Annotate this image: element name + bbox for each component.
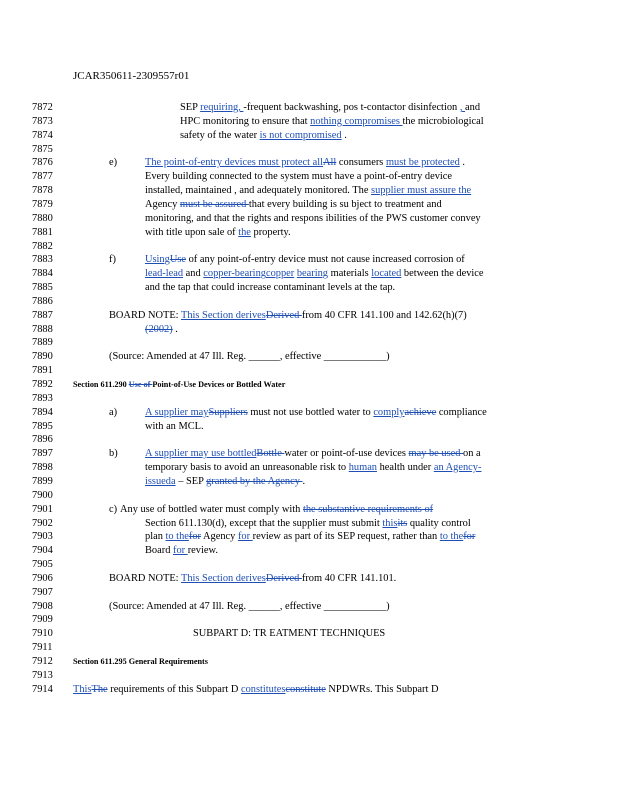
document-line bbox=[0, 143, 618, 157]
line-number: 7884 bbox=[32, 268, 53, 280]
inserted-text: supplier must assure the bbox=[371, 185, 472, 197]
item-label: e) bbox=[109, 157, 118, 169]
line-number: 7894 bbox=[32, 406, 53, 418]
line-number: 7890 bbox=[32, 351, 53, 363]
item-label: c) bbox=[109, 503, 118, 515]
inserted-text: the bbox=[238, 226, 251, 238]
text-run: review as part of its SEP request, rather than bbox=[252, 531, 440, 543]
text-run: SEP bbox=[180, 102, 201, 113]
line-number: 7902 bbox=[32, 517, 53, 529]
text-run: with an MCL. bbox=[145, 420, 204, 432]
deleted-text: the substantive requirements of bbox=[302, 503, 434, 515]
document-line bbox=[0, 572, 618, 586]
text-run: HPC monitoring to ensure that bbox=[180, 115, 311, 127]
text-run: that every building is su bject to treatment and bbox=[248, 198, 442, 210]
line-text bbox=[180, 115, 484, 129]
document-line bbox=[0, 198, 618, 212]
line-number: 7872 bbox=[32, 102, 53, 113]
section-heading bbox=[73, 655, 208, 669]
document-line bbox=[0, 447, 618, 461]
text-run: and the tap that could increase contaminant levels at the tap. bbox=[145, 282, 396, 294]
item-label: b) bbox=[109, 448, 118, 460]
line-number: 7905 bbox=[32, 559, 53, 571]
inserted-text: bearing bbox=[296, 268, 329, 280]
text-run: -frequent backwashing, pos t-contactor disinfection bbox=[243, 102, 460, 113]
line-text bbox=[145, 198, 442, 212]
text-run: with title upon sale of bbox=[145, 226, 239, 238]
inserted-text: This Section derives bbox=[180, 309, 266, 321]
text-run: consumers bbox=[336, 157, 386, 169]
line-number: 7888 bbox=[32, 323, 53, 335]
deleted-text: may be used bbox=[408, 448, 464, 460]
line-text bbox=[145, 420, 204, 434]
inserted-text: this bbox=[382, 517, 398, 529]
line-number: 7885 bbox=[32, 282, 53, 294]
line-number: 7914 bbox=[32, 683, 53, 695]
document-line bbox=[0, 600, 618, 614]
text-run: Point-of-Use Devices or Bottled Water bbox=[152, 380, 286, 389]
text-run: from 40 CFR 141.100 and 142.62(h)(7) bbox=[301, 309, 467, 321]
document-line bbox=[0, 475, 618, 489]
text-run: property. bbox=[250, 226, 291, 238]
deleted-text: its bbox=[397, 517, 408, 529]
document-line bbox=[0, 669, 618, 683]
inserted-text: , bbox=[459, 102, 466, 113]
document-line bbox=[0, 170, 618, 184]
deleted-text: All bbox=[323, 157, 337, 169]
document-line bbox=[0, 378, 618, 392]
text-run: . bbox=[341, 129, 347, 141]
document-line bbox=[0, 558, 618, 572]
line-text bbox=[145, 406, 487, 420]
inserted-text: A supplier may bbox=[145, 406, 209, 418]
line-number: 7903 bbox=[32, 531, 53, 543]
text-run: between the device bbox=[401, 268, 484, 280]
line-number: 7912 bbox=[32, 656, 53, 667]
line-number: 7910 bbox=[32, 628, 53, 640]
text-run: Board bbox=[145, 545, 173, 557]
line-text bbox=[145, 184, 471, 198]
deleted-text: Use bbox=[169, 254, 186, 266]
inserted-text: A supplier may use bottled bbox=[145, 448, 257, 460]
line-number: 7876 bbox=[32, 157, 53, 169]
line-number: 7900 bbox=[32, 489, 53, 501]
document-line bbox=[0, 156, 618, 170]
inserted-text: lead-lead bbox=[145, 268, 184, 280]
line-number: 7873 bbox=[32, 115, 53, 127]
document-line bbox=[0, 184, 618, 198]
deleted-text: Suppliers bbox=[208, 406, 248, 418]
text-run: Agency bbox=[145, 198, 180, 210]
line-number: 7875 bbox=[32, 143, 53, 155]
document-line bbox=[0, 267, 618, 281]
document-line bbox=[0, 212, 618, 226]
text-run: must not use bottled water to bbox=[247, 406, 374, 418]
deleted-text: for bbox=[188, 531, 201, 543]
text-run: plan bbox=[145, 531, 166, 543]
deleted-text: constitute bbox=[285, 683, 326, 695]
line-number: 7911 bbox=[32, 642, 53, 654]
line-number: 7899 bbox=[32, 475, 53, 487]
section-heading bbox=[73, 378, 285, 392]
inserted-text: located bbox=[371, 268, 402, 280]
line-text bbox=[109, 572, 396, 586]
deleted-text: Bottle bbox=[256, 448, 285, 460]
line-text bbox=[145, 323, 178, 337]
deleted-text: must be assured bbox=[179, 198, 249, 210]
inserted-text: comply bbox=[373, 406, 405, 418]
line-number: 7877 bbox=[32, 171, 53, 183]
text-run: review. bbox=[187, 545, 218, 557]
text-run: and bbox=[183, 268, 204, 280]
line-number: 7913 bbox=[32, 669, 53, 681]
line-text bbox=[145, 530, 475, 544]
text-run: Section 611.130(d), except that the supplier must submit bbox=[145, 517, 383, 529]
text-run: of any point-of-entry device must not cause increased corrosion of bbox=[186, 254, 465, 266]
document-line bbox=[0, 489, 618, 503]
text-run: Section 611.290 bbox=[73, 380, 129, 389]
document-line bbox=[0, 613, 618, 627]
item-label: f) bbox=[109, 254, 116, 266]
text-run: on a bbox=[463, 448, 481, 460]
document-line bbox=[0, 115, 618, 129]
inserted-text: to the bbox=[165, 531, 189, 543]
document-line bbox=[0, 129, 618, 143]
document-line bbox=[0, 503, 618, 517]
text-run: SUBPART D: TR EATMENT TECHNIQUES bbox=[193, 628, 386, 640]
inserted-text: Using bbox=[145, 254, 170, 266]
line-text bbox=[145, 475, 305, 489]
line-text bbox=[145, 281, 395, 295]
line-number: 7882 bbox=[32, 240, 53, 252]
line-number: 7896 bbox=[32, 434, 53, 446]
deleted-text: for bbox=[463, 531, 476, 543]
text-run: . bbox=[459, 157, 466, 169]
document-line bbox=[0, 461, 618, 475]
text-run: safety of the water bbox=[180, 129, 260, 141]
document-line bbox=[0, 683, 618, 697]
line-number: 7887 bbox=[32, 309, 53, 321]
line-text bbox=[145, 226, 291, 240]
line-number: 7893 bbox=[32, 392, 53, 404]
document-line bbox=[0, 586, 618, 600]
line-number: 7883 bbox=[32, 254, 53, 266]
document-line bbox=[0, 420, 618, 434]
line-number: 7908 bbox=[32, 600, 53, 612]
text-run: from 40 CFR 141.101. bbox=[301, 572, 397, 584]
document-line bbox=[0, 517, 618, 531]
line-text bbox=[109, 309, 467, 323]
line-number: 7892 bbox=[32, 379, 53, 390]
line-number: 7891 bbox=[32, 365, 53, 377]
deleted-text: achieve bbox=[404, 406, 437, 418]
deleted-text: Derived bbox=[265, 309, 302, 321]
text-run: NPDWRs. This Subpart D bbox=[325, 683, 439, 695]
line-text bbox=[109, 350, 390, 364]
inserted-text: issueda bbox=[145, 475, 176, 487]
document-line bbox=[0, 655, 618, 669]
deleted-text: (2002) bbox=[145, 323, 173, 335]
text-run: – SEP bbox=[175, 475, 207, 487]
item-label: a) bbox=[109, 406, 118, 418]
line-number: 7878 bbox=[32, 185, 53, 197]
inserted-text: for bbox=[237, 531, 253, 543]
document-line bbox=[0, 530, 618, 544]
line-number: 7895 bbox=[32, 420, 53, 432]
text-run: installed, maintained , and adequately monitored. The bbox=[145, 185, 372, 197]
line-number: 7881 bbox=[32, 226, 53, 238]
document-header: JCAR350611-2309557r01 bbox=[73, 70, 190, 82]
text-run: requirements of this Subpart D bbox=[107, 683, 241, 695]
line-text bbox=[145, 447, 481, 461]
line-number: 7879 bbox=[32, 198, 53, 210]
text-run: (Source: Amended at 47 Ill. Reg. ______, effective ____________) bbox=[109, 351, 390, 363]
deleted-text: The bbox=[91, 683, 108, 695]
document-line bbox=[0, 323, 618, 337]
document-line bbox=[0, 433, 618, 447]
document-line bbox=[0, 295, 618, 309]
document-line bbox=[0, 226, 618, 240]
inserted-text: nothing compromises bbox=[310, 115, 403, 127]
text-run: Any use of bottled water must comply with bbox=[120, 503, 303, 515]
document-line bbox=[0, 281, 618, 295]
document-line bbox=[0, 350, 618, 364]
inserted-text: human bbox=[348, 462, 377, 474]
document-line bbox=[0, 406, 618, 420]
text-run: temporary basis to avoid an unreasonable risk to bbox=[145, 462, 349, 474]
text-run: . bbox=[302, 475, 306, 487]
text-run: BOARD NOTE: bbox=[109, 572, 181, 584]
line-number: 7897 bbox=[32, 448, 53, 460]
text-run: quality control bbox=[407, 517, 471, 529]
line-number: 7909 bbox=[32, 614, 53, 626]
text-run: materials bbox=[328, 268, 372, 280]
line-text bbox=[145, 170, 452, 184]
text-run: BOARD NOTE: bbox=[109, 309, 181, 321]
text-run: Agency bbox=[201, 531, 238, 543]
line-number: 7898 bbox=[32, 462, 53, 474]
deleted-text: Derived bbox=[265, 572, 302, 584]
line-text bbox=[109, 600, 390, 614]
line-text bbox=[193, 627, 385, 641]
line-text bbox=[145, 156, 465, 170]
line-number: 7880 bbox=[32, 212, 53, 224]
line-text bbox=[145, 517, 471, 531]
document-line bbox=[0, 240, 618, 254]
deleted-text: Use of bbox=[128, 380, 153, 389]
line-number: 7907 bbox=[32, 586, 53, 598]
line-number: 7906 bbox=[32, 572, 53, 584]
text-run: and bbox=[465, 102, 481, 113]
text-run: Every building connected to the system must have a point-of-entry device bbox=[145, 171, 453, 183]
line-text bbox=[73, 683, 439, 697]
inserted-text: This bbox=[73, 683, 92, 695]
inserted-text: copper-bearingcopper bbox=[203, 268, 295, 280]
document-line bbox=[0, 641, 618, 655]
text-run: . bbox=[172, 323, 178, 335]
text-run: water or point-of-use devices bbox=[284, 448, 409, 460]
document-line bbox=[0, 392, 618, 406]
inserted-text: for bbox=[173, 545, 188, 557]
document-line bbox=[0, 364, 618, 378]
line-text bbox=[145, 212, 481, 226]
line-number: 7874 bbox=[32, 129, 53, 141]
inserted-text: This Section derives bbox=[180, 572, 266, 584]
text-run: monitoring, and that the rights and respons ibilities of the PWS customer convey bbox=[145, 212, 481, 224]
inserted-text: The point-of-entry devices must protect all bbox=[145, 157, 324, 169]
inserted-text: requiring, bbox=[200, 102, 244, 113]
inserted-text: to the bbox=[439, 531, 464, 543]
text-run: the microbiological bbox=[402, 115, 484, 127]
line-text bbox=[120, 503, 433, 517]
document-line bbox=[0, 544, 618, 558]
line-text bbox=[180, 129, 347, 143]
text-run: health under bbox=[377, 462, 434, 474]
line-number: 7889 bbox=[32, 337, 53, 349]
document-line bbox=[0, 627, 618, 641]
line-text bbox=[145, 461, 481, 475]
document-line bbox=[0, 309, 618, 323]
text-run: (Source: Amended at 47 Ill. Reg. ______, effective ____________) bbox=[109, 600, 390, 612]
deleted-text: granted by the Agency bbox=[206, 475, 303, 487]
text-run: Section 611.295 General Requirements bbox=[73, 657, 208, 666]
document-line bbox=[0, 101, 618, 115]
line-number: 7901 bbox=[32, 503, 53, 515]
line-text bbox=[145, 253, 465, 267]
text-run: compliance bbox=[436, 406, 487, 418]
line-number: 7886 bbox=[32, 295, 53, 307]
document-line bbox=[0, 253, 618, 267]
inserted-text: constitutes bbox=[240, 683, 286, 695]
inserted-text: is not compromised bbox=[259, 129, 342, 141]
line-text bbox=[145, 544, 218, 558]
line-text bbox=[145, 267, 484, 281]
inserted-text: an Agency- bbox=[433, 462, 482, 474]
line-number: 7904 bbox=[32, 545, 53, 557]
line-text bbox=[180, 101, 480, 115]
inserted-text: must be protected bbox=[385, 157, 460, 169]
document-line bbox=[0, 336, 618, 350]
